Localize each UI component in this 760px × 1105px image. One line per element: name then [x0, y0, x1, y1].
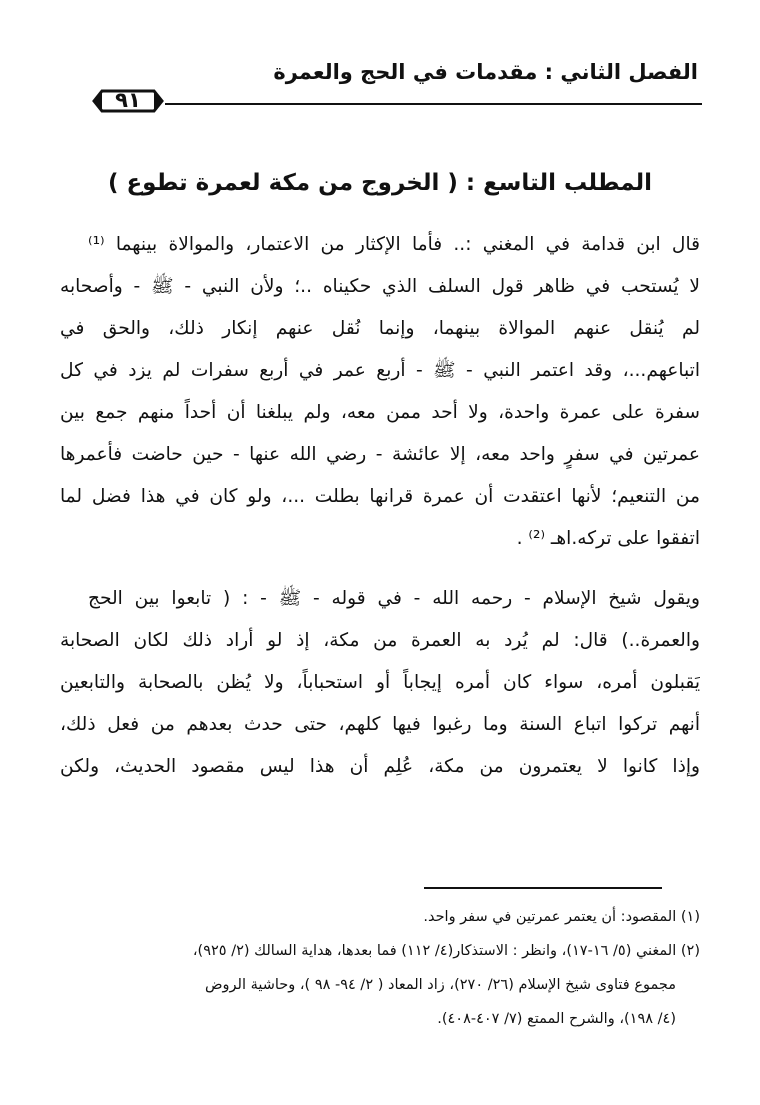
footnote-2-cont-1: مجموع فتاوى شيخ الإسلام (٢٦/ ٢٧٠)، زاد المعاد ( ٢/ ٩٤- ٩٨ )، وحاشية الروض [205, 977, 676, 993]
section-heading: المطلب التاسع : ( الخروج من مكة لعمرة تطوع ) [107, 170, 653, 196]
footnote-rule [424, 887, 662, 889]
footnote-2: (٢) المغني (٥/ ١٦-١٧)، وانظر : الاستذكار(٤/ ١١٢) فما بعدها، هداية السالك (٢/ ٩٢٥)، [192, 943, 700, 959]
page-number: ٩١ [115, 88, 141, 112]
header-rule [165, 103, 702, 105]
body-line-5: سفرة على عمرة واحدة، ولا أحد ممن معه، ولم يبلغنا أن أحداً منهم جمع بين [60, 402, 700, 423]
footnote-1: (١) المقصود: أن يعتمر عمرتين في سفر واحد. [423, 909, 700, 925]
page-number-badge [92, 86, 164, 116]
body-line-13: وإذا كانوا لا يعتمرون من مكة، عُلِم أن هذا ليس مقصود الحديث، ولكن [60, 756, 700, 777]
body-line-12: أنهم تركوا اتباع السنة وما رغبوا فيها كلهم، حتى حدث بعدهم من فعل ذلك، [60, 714, 700, 735]
body-line-8: اتفقوا على تركه.اهـ ⁽²⁾ . [516, 528, 700, 549]
body-line-9: ويقول شيخ الإسلام - رحمه الله - في قوله - ﷺ - : ( تابعوا بين الحج [88, 588, 700, 609]
body-line-6: عمرتين في سفرٍ واحد معه، إلا عائشة - رضي الله عنها - حين حاضت فأعمرها [60, 444, 700, 465]
body-line-4: اتباعهم...، وقد اعتمر النبي - ﷺ - أربع عمر في أربع سفرات لم يزد في كل [60, 360, 700, 381]
body-line-3: لم يُنقل عنهم الموالاة بينهما، وإنما نُقل عنهم إنكار ذلك، والحق في [60, 318, 700, 339]
body-line-1: قال ابن قدامة في المغني :.. فأما الإكثار من الاعتمار، والموالاة بينهما ⁽¹⁾ [88, 234, 700, 255]
body-line-11: يَقبلون أمره، سواء كان أمره إيجاباً أو استحباباً، ولا يُظن بالصحابة والتابعين [60, 672, 700, 693]
body-line-2: لا يُستحب في ظاهر قول السلف الذي حكيناه ..؛ ولأن النبي - ﷺ - وأصحابه [60, 276, 700, 297]
footnote-2-cont-2: (٤/ ١٩٨)، والشرح الممتع (٧/ ٤٠٧-٤٠٨). [437, 1011, 676, 1027]
body-line-10: والعمرة..) قال: لم يُرد به العمرة من مكة، إذ لو أراد ذلك لكان الصحابة [60, 630, 700, 651]
body-line-7: من التنعيم؛ لأنها اعتقدت أن عمرة قرانها بطلت ...، ولو كان في هذا فضل لما [60, 486, 700, 507]
running-header-title: الفصل الثاني : مقدمات في الحج والعمرة [273, 60, 698, 84]
